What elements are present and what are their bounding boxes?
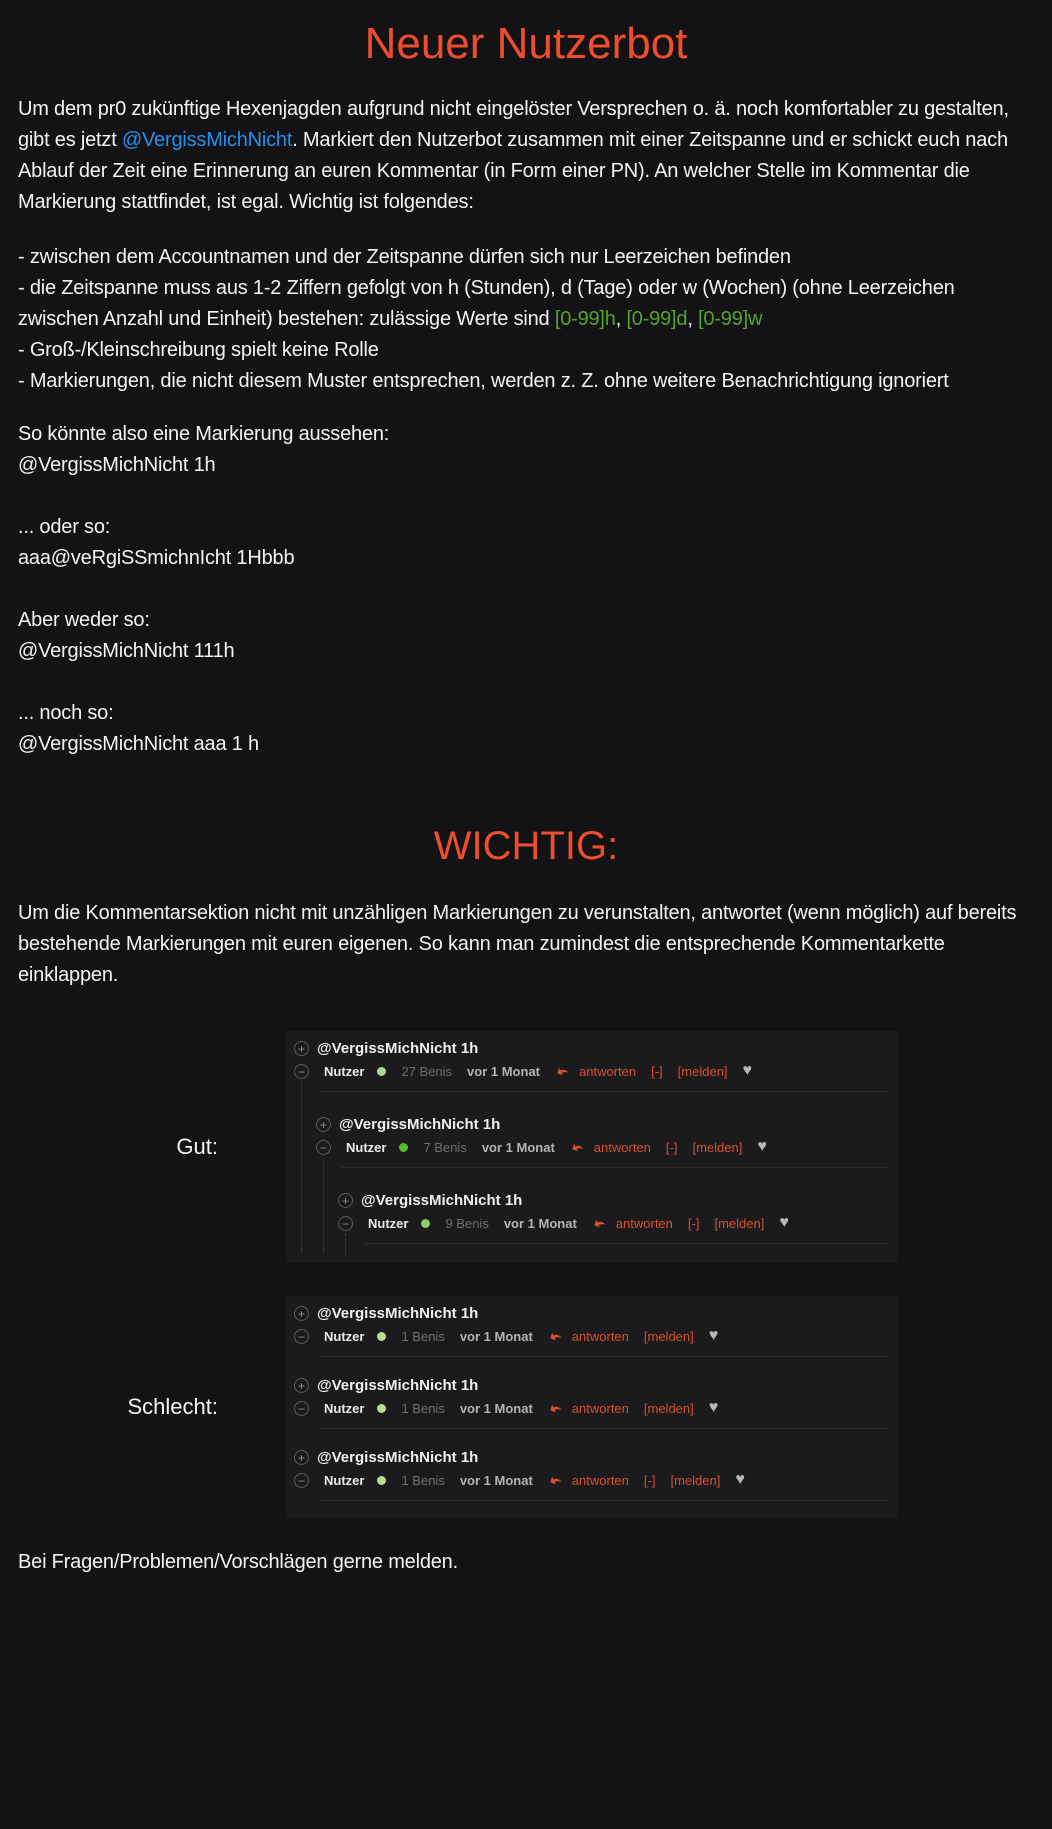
collapse-icon[interactable]: − xyxy=(316,1140,331,1155)
example-label: ... oder so: xyxy=(18,516,111,538)
favorite-icon[interactable]: ♥ xyxy=(757,1138,767,1155)
comment-timestamp: vor 1 Monat xyxy=(467,1063,541,1079)
comment-row xyxy=(294,1449,888,1501)
reply-arrow-icon xyxy=(545,1327,564,1346)
user-rank-dot xyxy=(399,1143,408,1152)
report-button[interactable]: [melden] xyxy=(677,1063,728,1079)
expand-icon[interactable]: + xyxy=(294,1041,309,1056)
report-button[interactable]: [melden] xyxy=(692,1139,743,1155)
good-label: Gut: xyxy=(176,1134,218,1159)
collapse-icon[interactable]: − xyxy=(294,1329,309,1344)
allowed-value-days: [0-99]d xyxy=(626,308,688,330)
intro-text-pre: Um dem pr0 zukünftige Hexenjagden aufgrund nicht eingelöster Versprechen o. ä. noch komfortabler zu gestalten, gibt es jetzt xyxy=(18,98,1009,151)
favorite-icon[interactable]: ♥ xyxy=(735,1471,745,1488)
expand-icon[interactable]: + xyxy=(316,1117,331,1132)
bot-mention-link[interactable]: @VergissMichNicht xyxy=(121,129,293,151)
report-button[interactable]: [melden] xyxy=(643,1328,694,1344)
comment-text: @VergissMichNicht 1h xyxy=(317,1305,479,1322)
expand-icon[interactable]: + xyxy=(294,1450,309,1465)
thread-line xyxy=(301,1082,302,1253)
thread-line xyxy=(323,1158,324,1253)
comment-author[interactable]: Nutzer xyxy=(324,1472,365,1488)
comment-text: @VergissMichNicht 1h xyxy=(317,1377,479,1394)
comment-author[interactable]: Nutzer xyxy=(346,1139,387,1155)
example-code: @VergissMichNicht aaa 1 h xyxy=(18,733,259,755)
good-comment-panel xyxy=(286,1031,898,1263)
favorite-icon[interactable]: ♥ xyxy=(742,1062,753,1079)
footer-note: Bei Fragen/Problemen/Vorschlägen gerne melden. xyxy=(18,1551,458,1573)
expand-icon[interactable]: + xyxy=(338,1193,353,1208)
reply-arrow-icon xyxy=(545,1471,564,1490)
comment-row xyxy=(338,1192,888,1244)
collapse-button[interactable]: [-] xyxy=(687,1215,700,1231)
comment-score: 1 Benis xyxy=(401,1328,445,1344)
example-valid-2 xyxy=(18,512,1034,574)
comment-separator xyxy=(363,1243,888,1244)
value-separator: , xyxy=(615,308,627,330)
value-separator: , xyxy=(687,308,699,330)
collapse-icon[interactable]: − xyxy=(338,1216,353,1231)
comment-text: @VergissMichNicht 1h xyxy=(361,1192,523,1209)
comment-author[interactable]: Nutzer xyxy=(324,1400,365,1416)
reply-button[interactable]: antworten xyxy=(579,1063,637,1079)
comment-separator xyxy=(319,1500,888,1501)
bad-comment-panel xyxy=(286,1296,898,1518)
rules-list xyxy=(18,242,1034,397)
intro-text-post: . Markiert den Nutzerbot zusammen mit einer Zeitspanne und er schickt euch nach Ablauf der Zeit eine Erinnerung an euren Kommentar (in Form einer PN). An welcher Stelle im Kommentar die Markierung stattfindet, ist egal. Wichtig ist folgendes: xyxy=(18,129,1008,213)
user-rank-dot xyxy=(377,1476,386,1485)
comment-timestamp: vor 1 Monat xyxy=(459,1328,533,1344)
rule-timespan xyxy=(18,273,1034,335)
allowed-value-hours: [0-99]h xyxy=(554,308,616,330)
comment-text: @VergissMichNicht 1h xyxy=(339,1116,501,1133)
comment-timestamp: vor 1 Monat xyxy=(481,1139,555,1155)
rule-case: - Groß-/Kleinschreibung spielt keine Rolle xyxy=(18,339,379,361)
example-code: @VergissMichNicht 111h xyxy=(18,640,235,662)
comment-text: @VergissMichNicht 1h xyxy=(317,1040,479,1057)
reply-button[interactable]: antworten xyxy=(615,1215,673,1231)
rule-timespan-text: - die Zeitspanne muss aus 1-2 Ziffern gefolgt von h (Stunden), d (Tage) oder w (Wochen) (ohne Leerzeichen zwischen Anzahl und Einheit) bestehen: zulässige Werte sind xyxy=(18,277,955,330)
bad-label: Schlecht: xyxy=(127,1394,218,1419)
collapse-button[interactable]: [-] xyxy=(643,1472,656,1488)
collapse-button[interactable]: [-] xyxy=(665,1139,678,1155)
reply-arrow-icon xyxy=(553,1062,572,1081)
rule-ignored: - Markierungen, die nicht diesem Muster entsprechen, werden z. Z. ohne weitere Benachrichtigung ignoriert xyxy=(18,370,949,392)
favorite-icon[interactable]: ♥ xyxy=(708,1327,719,1344)
comment-timestamp: vor 1 Monat xyxy=(459,1400,533,1416)
examples-section xyxy=(18,419,1034,760)
report-button[interactable]: [melden] xyxy=(714,1215,765,1231)
comment-score: 7 Benis xyxy=(423,1139,467,1155)
allowed-value-weeks: [0-99]w xyxy=(698,308,763,330)
good-example-section xyxy=(18,1031,1034,1263)
reply-button[interactable]: antworten xyxy=(571,1400,629,1416)
comment-author[interactable]: Nutzer xyxy=(324,1063,365,1079)
expand-icon[interactable]: + xyxy=(294,1378,309,1393)
comment-timestamp: vor 1 Monat xyxy=(459,1472,533,1488)
example-label: ... noch so: xyxy=(18,702,114,724)
comment-separator xyxy=(319,1428,888,1429)
example-code: aaa@veRgiSSmichnIcht 1Hbbb xyxy=(18,547,295,569)
example-code: @VergissMichNicht 1h xyxy=(18,454,216,476)
reply-button[interactable]: antworten xyxy=(571,1472,629,1488)
comment-author[interactable]: Nutzer xyxy=(368,1215,409,1231)
collapse-button[interactable]: [-] xyxy=(651,1063,663,1079)
rule-spaces: - zwischen dem Accountnamen und der Zeitspanne dürfen sich nur Leerzeichen befinden xyxy=(18,246,791,268)
comment-separator xyxy=(341,1167,888,1168)
important-heading: WICHTIG: xyxy=(433,824,619,868)
collapse-icon[interactable]: − xyxy=(294,1473,309,1488)
example-invalid-1 xyxy=(18,605,1034,667)
comment-text: @VergissMichNicht 1h xyxy=(317,1449,479,1466)
favorite-icon[interactable]: ♥ xyxy=(708,1399,719,1416)
reply-button[interactable]: antworten xyxy=(593,1139,651,1155)
intro-paragraph xyxy=(18,94,1034,218)
favorite-icon[interactable]: ♥ xyxy=(779,1214,789,1231)
bad-example-section xyxy=(18,1296,1034,1518)
comment-row xyxy=(294,1305,888,1357)
comment-score: 1 Benis xyxy=(401,1472,445,1488)
comment-separator xyxy=(319,1356,888,1357)
reply-arrow-icon xyxy=(567,1138,586,1157)
comment-score: 27 Benis xyxy=(401,1063,453,1079)
comment-row xyxy=(294,1377,888,1429)
important-paragraph: Um die Kommentarsektion nicht mit unzähligen Markierungen zu verunstalten, antwortet (wenn möglich) auf bereits bestehende Markierungen mit euren eigenen. So kann man zumindest die entsprechende Kommentarkette einklappen. xyxy=(18,902,1017,986)
expand-icon[interactable]: + xyxy=(294,1306,309,1321)
example-valid-1 xyxy=(18,419,1034,481)
comment-score: 1 Benis xyxy=(401,1400,445,1416)
comment-score: 9 Benis xyxy=(445,1215,489,1231)
reply-button[interactable]: antworten xyxy=(571,1328,629,1344)
reply-arrow-icon xyxy=(589,1214,608,1233)
user-rank-dot xyxy=(377,1404,386,1413)
user-rank-dot xyxy=(377,1067,386,1076)
comment-timestamp: vor 1 Monat xyxy=(503,1215,577,1231)
example-label: So könnte also eine Markierung aussehen: xyxy=(18,423,390,445)
report-button[interactable]: [melden] xyxy=(670,1472,721,1488)
example-label: Aber weder so: xyxy=(18,609,150,631)
example-invalid-2 xyxy=(18,698,1034,760)
comment-row xyxy=(316,1116,888,1168)
reply-arrow-icon xyxy=(545,1399,564,1418)
comment-row xyxy=(294,1040,888,1092)
collapse-icon[interactable]: − xyxy=(294,1064,309,1079)
collapse-icon[interactable]: − xyxy=(294,1401,309,1416)
comment-author[interactable]: Nutzer xyxy=(324,1328,365,1344)
user-rank-dot xyxy=(421,1219,430,1228)
page-title: Neuer Nutzerbot xyxy=(364,19,688,68)
report-button[interactable]: [melden] xyxy=(643,1400,694,1416)
comment-separator xyxy=(319,1091,888,1092)
user-rank-dot xyxy=(377,1332,386,1341)
